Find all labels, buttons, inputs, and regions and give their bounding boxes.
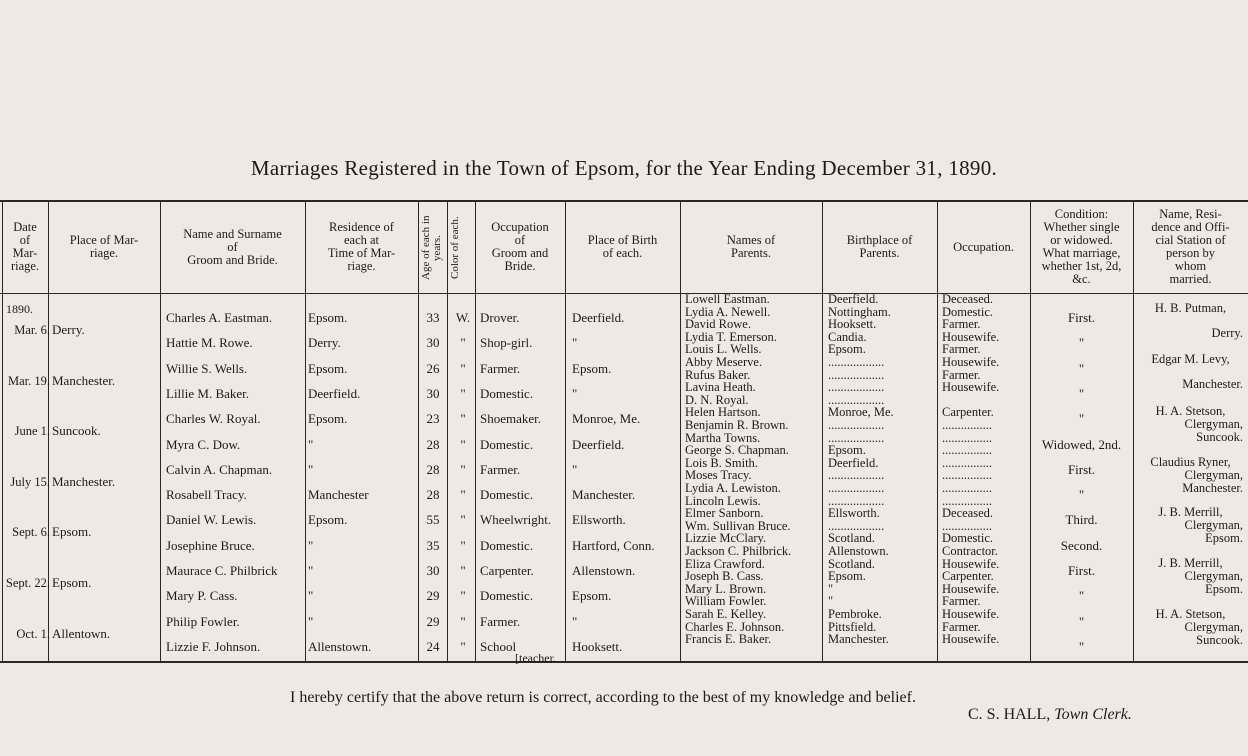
parent-occupation: ................ — [942, 481, 992, 495]
header-condition — [1030, 203, 1133, 291]
person-condition: " — [1078, 588, 1085, 604]
person-condition: First. — [1067, 310, 1096, 325]
marriage-place: Suncook. — [52, 423, 101, 439]
person-residence: Allenstown. — [308, 638, 372, 654]
person-name: Myra C. Dow. — [166, 436, 241, 452]
parent-name: Wm. Sullivan Bruce. — [685, 518, 791, 533]
person-name: Hattie M. Rowe. — [166, 335, 253, 351]
parent-name: Lois B. Smith. — [685, 455, 758, 470]
officiant-line: Clergyman, — [1184, 569, 1243, 583]
person-birthplace: Deerfield. — [572, 436, 625, 452]
certification-text: I hereby certify that the above return is correct, according to the best of my knowledge and belief. — [290, 689, 916, 706]
person-residence: " — [308, 613, 314, 629]
person-occupation: Farmer. — [480, 461, 521, 477]
person-residence: " — [308, 436, 314, 452]
parent-birthplace: .................. — [828, 481, 885, 495]
person-color: " — [460, 487, 466, 503]
table-top-rule — [0, 200, 1248, 202]
parent-name: Lizzie McClary. — [685, 531, 767, 546]
person-birthplace: " — [572, 461, 578, 477]
person-color: " — [460, 360, 466, 376]
parent-birthplace: Monroe, Me. — [828, 405, 894, 420]
parent-birthplace: Candia. — [828, 329, 867, 344]
officiant-line: Suncook. — [1196, 430, 1243, 445]
person-name: Daniel W. Lewis. — [166, 512, 257, 528]
parent-occupation: ................ — [942, 430, 992, 445]
marriage-date: July 15. — [10, 474, 50, 489]
parent-occupation: Carpenter. — [942, 569, 994, 584]
header-date-line: Mar- — [12, 246, 38, 260]
marriage-place: Allentown. — [52, 625, 111, 641]
marriage-date: Sept. 6. — [12, 525, 50, 540]
parent-birthplace: " — [828, 594, 834, 609]
person-name: Philip Fowler. — [166, 613, 240, 629]
person-name: Rosabell Tracy. — [166, 487, 247, 503]
person-birthplace: Allenstown. — [572, 563, 636, 578]
parent-occupation: Deceased. — [942, 292, 994, 306]
person-age: 55 — [426, 512, 440, 528]
person-occupation: Carpenter. — [480, 563, 534, 578]
header-birth-lines — [588, 234, 657, 260]
parent-birthplace: Deerfield. — [828, 455, 879, 470]
person-residence: " — [308, 588, 314, 604]
header-color: Color of each. — [449, 216, 461, 280]
person-condition: Third. — [1065, 512, 1098, 528]
parent-occupation: Housewife. — [942, 581, 1000, 596]
person-birthplace: Epsom. — [572, 588, 612, 604]
header-place-line: Place of Mar- — [69, 233, 139, 247]
header-date-line: of — [19, 233, 31, 247]
header-residence — [305, 203, 418, 291]
person-age: 28 — [426, 461, 440, 477]
person-condition: " — [1078, 638, 1085, 654]
parent-occupation: Deceased. — [942, 506, 994, 521]
parent-name: Eliza Crawford. — [685, 556, 765, 571]
year-label: 1890. — [6, 302, 33, 316]
marriage-date: Mar. 6. — [14, 323, 50, 337]
person-age: 23 — [426, 411, 440, 427]
parent-birthplace: .................. — [828, 418, 885, 432]
parent-name: Lincoln Lewis. — [685, 493, 761, 508]
header-occupation-line: Groom and — [491, 246, 549, 260]
person-occupation: Domestic. — [480, 436, 534, 452]
header-officiant-lines — [1151, 208, 1229, 286]
parent-birthplace: .................. — [828, 380, 885, 395]
header-condition-lines — [1042, 208, 1122, 286]
person-residence: Derry. — [308, 335, 341, 351]
person-name: Lillie M. Baker. — [166, 385, 250, 401]
header-occupation-line: Occupation — [491, 220, 549, 234]
parent-birthplace: Pembroke. — [828, 607, 882, 621]
person-age: 28 — [426, 436, 440, 452]
header-residence-line: riage. — [347, 259, 376, 273]
person-condition: " — [1078, 613, 1085, 629]
person-color: " — [460, 537, 466, 553]
parent-birthplace: Epsom. — [828, 342, 866, 357]
person-residence: " — [308, 537, 314, 553]
parent-occupation: Farmer. — [942, 342, 981, 357]
person-age: 33 — [426, 310, 440, 325]
marriage-place: Manchester. — [52, 372, 116, 388]
person-occupation-cont: [teacher. — [515, 650, 556, 665]
parent-occupation: Housewife. — [942, 380, 1000, 395]
person-condition: " — [1078, 487, 1085, 503]
table-bottom-rule — [0, 661, 1248, 663]
marriage-place: Manchester. — [52, 473, 116, 489]
parent-birthplace: Hooksett. — [828, 317, 877, 332]
header-officiant-line: married. — [1169, 272, 1212, 286]
person-residence: Epsom. — [308, 360, 348, 376]
parent-name: Mary L. Brown. — [685, 581, 767, 596]
officiant-line: J. B. Merrill, — [1158, 556, 1223, 570]
officiant-line: Epsom. — [1205, 582, 1243, 596]
person-color: " — [460, 436, 466, 452]
parent-name: Lydia A. Lewiston. — [685, 481, 781, 495]
person-birthplace: Deerfield. — [572, 310, 625, 325]
header-name-line: Name and Surname — [183, 226, 282, 241]
parent-occupation: Farmer. — [942, 317, 981, 332]
header-date-line: Date — [13, 220, 37, 234]
person-condition: First. — [1067, 461, 1096, 477]
header-birth-line: Place of Birth — [587, 233, 658, 247]
header-officiant-line: Name, Resi- — [1159, 207, 1222, 221]
person-age: 30 — [426, 563, 440, 578]
officiant-line: H. B. Putman, — [1154, 301, 1227, 315]
person-name: Willie S. Wells. — [166, 360, 248, 376]
person-birthplace: " — [572, 385, 578, 401]
person-birthplace: " — [572, 335, 578, 351]
person-name: Josephine Bruce. — [166, 537, 255, 553]
parent-birthplace: Epsom. — [828, 443, 866, 458]
header-officiant-line: dence and Offi- — [1151, 220, 1230, 234]
person-color: " — [460, 512, 466, 528]
person-age: 24 — [426, 638, 440, 654]
person-residence: Epsom. — [308, 512, 348, 528]
parent-birthplace: .................. — [828, 367, 885, 382]
header-residence-line: each at — [343, 233, 380, 247]
officiant-line: Clergyman, — [1184, 518, 1243, 533]
header-place — [48, 203, 160, 291]
header-residence-line: Residence of — [329, 220, 394, 234]
header-occupation-parents-lines — [953, 241, 1014, 254]
header-condition-line: Condition: — [1054, 207, 1109, 221]
parent-birthplace: Scotland. — [828, 556, 875, 571]
person-occupation: Domestic. — [480, 487, 534, 503]
person-name: Maurace C. Philbrick — [166, 563, 278, 578]
header-birthplace-parents-line: Birthplace of — [846, 233, 913, 247]
officiant-line: Claudius Ryner, — [1150, 454, 1231, 469]
marriage-date: Mar. 19. — [7, 373, 50, 388]
officiant-line: J. B. Merrill, — [1158, 505, 1223, 520]
header-birthplace-parents — [822, 203, 937, 291]
header-birthplace-parents-lines — [847, 234, 913, 260]
header-birthplace-parents-line: Parents. — [859, 246, 900, 260]
person-occupation: Domestic. — [480, 588, 534, 604]
header-name-line: of — [227, 239, 238, 254]
parent-name: Charles E. Johnson. — [685, 619, 785, 634]
header-date-line: riage. — [10, 259, 40, 273]
header-occupation-lines — [491, 221, 549, 273]
parent-name: Francis E. Baker. — [685, 632, 772, 647]
signature-title: Town Clerk. — [1054, 706, 1132, 723]
person-condition: First. — [1067, 563, 1096, 578]
header-name-lines — [183, 228, 282, 267]
header-age: Age of each in years. — [420, 215, 443, 281]
person-color: W. — [455, 310, 471, 325]
header-parents — [680, 203, 822, 291]
officiant-line: Derry. — [1211, 326, 1243, 340]
person-occupation: Domestic. — [480, 385, 534, 401]
parent-name: Lydia A. Newell. — [685, 304, 771, 319]
officiant-line: H. A. Stetson, — [1155, 606, 1226, 621]
header-occupation-parents — [937, 203, 1030, 291]
parent-name: Benjamin R. Brown. — [685, 418, 789, 432]
header-occupation-line: Bride. — [504, 259, 536, 273]
parent-occupation: ................ — [942, 455, 992, 470]
header-condition-line: whether 1st, 2d, — [1041, 259, 1122, 273]
header-parents-line: Names of — [726, 233, 776, 247]
person-age: 29 — [426, 588, 440, 604]
parent-occupation: Housewife. — [942, 632, 1000, 647]
parent-name: Sarah E. Kelley. — [685, 607, 767, 621]
parent-name: Moses Tracy. — [685, 468, 752, 483]
person-condition: Widowed, 2nd. — [1041, 436, 1122, 452]
person-age: 30 — [426, 335, 440, 351]
person-color: " — [460, 613, 466, 629]
person-name: Lizzie F. Johnson. — [166, 638, 261, 654]
parent-birthplace: Nottingham. — [828, 304, 891, 319]
marriage-place: Epsom. — [52, 524, 92, 540]
parent-birthplace: " — [828, 581, 834, 596]
parent-name: Lowell Eastman. — [685, 292, 770, 306]
header-residence-line: Time of Mar- — [327, 246, 396, 260]
header-condition-line: &c. — [1072, 272, 1091, 286]
header-date-lines — [11, 221, 39, 273]
person-name: Calvin A. Chapman. — [166, 461, 273, 477]
person-color: " — [460, 638, 466, 654]
person-name: Charles A. Eastman. — [166, 310, 273, 325]
person-color: " — [460, 411, 466, 427]
person-occupation: Wheelwright. — [480, 512, 552, 528]
parent-occupation: ................ — [942, 468, 992, 483]
parent-name: Lydia T. Emerson. — [685, 329, 777, 344]
parent-occupation: Farmer. — [942, 619, 981, 634]
officiant-line: Clergyman, — [1184, 619, 1243, 634]
officiant-line: Clergyman, — [1184, 467, 1243, 482]
person-birthplace: Manchester. — [572, 487, 636, 503]
officiant-line: H. A. Stetson, — [1155, 404, 1226, 419]
parent-occupation: Domestic. — [942, 304, 994, 319]
parent-name: Joseph B. Cass. — [685, 569, 764, 584]
person-birthplace: Hooksett. — [572, 638, 623, 654]
header-officiant-line: cial Station of — [1155, 233, 1226, 247]
column-rule — [447, 200, 448, 662]
parent-name: Elmer Sanborn. — [685, 506, 764, 521]
header-condition-line: What marriage, — [1042, 246, 1121, 260]
parent-occupation: Farmer. — [942, 594, 981, 609]
marriage-date: Sept. 22. — [5, 576, 50, 590]
person-name: Charles W. Royal. — [166, 411, 261, 427]
parent-birthplace: .................. — [828, 518, 885, 533]
header-name — [160, 203, 305, 291]
header-place-lines — [70, 234, 138, 260]
page-title: Marriages Registered in the Town of Epsom, for the Year Ending December 31, 1890. — [250, 156, 998, 180]
person-color: " — [460, 335, 466, 351]
person-condition: " — [1078, 411, 1085, 427]
person-residence: " — [308, 563, 314, 578]
person-occupation: Farmer. — [480, 360, 521, 376]
person-color: " — [460, 461, 466, 477]
parent-occupation: ................ — [942, 418, 992, 432]
parent-name: Abby Meserve. — [685, 355, 763, 369]
parent-occupation: Housewife. — [942, 607, 1000, 621]
person-birthplace: Monroe, Me. — [572, 411, 641, 427]
officiant-line: Edgar M. Levy, — [1151, 351, 1230, 366]
parent-birthplace: .................. — [828, 392, 885, 407]
parent-name: Martha Towns. — [685, 430, 761, 445]
person-birthplace: " — [572, 613, 578, 629]
header-residence-lines — [328, 221, 395, 273]
header-name-line: Groom and Bride. — [187, 252, 278, 267]
header-date — [2, 203, 48, 291]
marriage-date: Oct. 1. — [16, 626, 50, 641]
person-residence: Epsom. — [308, 411, 348, 427]
person-residence: Deerfield. — [308, 385, 361, 401]
parent-name: Lavina Heath. — [685, 380, 756, 395]
person-age: 35 — [426, 537, 440, 553]
person-occupation: Domestic. — [480, 537, 534, 553]
header-parents-lines — [727, 234, 775, 260]
person-residence: " — [308, 461, 314, 477]
marriage-date: June 1. — [14, 424, 50, 439]
person-age: 30 — [426, 385, 440, 401]
person-birthplace: Hartford, Conn. — [572, 537, 655, 553]
parent-occupation: ................ — [942, 518, 992, 533]
person-color: " — [460, 563, 466, 578]
parent-name: Helen Hartson. — [685, 405, 761, 420]
person-age: 28 — [426, 487, 440, 503]
parent-occupation: Domestic. — [942, 531, 994, 546]
person-occupation: School — [480, 638, 517, 654]
parent-birthplace: .................. — [828, 468, 885, 483]
person-occupation: Shoemaker. — [480, 411, 542, 427]
officiant-line: Clergyman, — [1184, 417, 1243, 432]
person-condition: " — [1078, 360, 1085, 376]
signature — [968, 706, 1132, 724]
parent-occupation: Housewife. — [942, 556, 1000, 571]
parent-birthplace: Manchester. — [828, 632, 889, 647]
header-officiant-line: whom — [1174, 259, 1207, 273]
header-condition-line: Whether single — [1043, 220, 1120, 234]
header-occupation-parents-line: Occupation. — [953, 239, 1014, 254]
parent-birthplace: Deerfield. — [828, 292, 879, 306]
parent-occupation: Farmer. — [942, 367, 981, 382]
person-occupation: Farmer. — [480, 613, 521, 629]
officiant-line: Suncook. — [1196, 632, 1243, 647]
person-condition: " — [1078, 385, 1085, 401]
parent-occupation: Carpenter. — [942, 405, 994, 420]
header-parents-line: Parents. — [731, 246, 771, 260]
person-occupation: Drover. — [480, 310, 520, 325]
parent-occupation: ................ — [942, 493, 992, 508]
parent-name: David Rowe. — [685, 317, 751, 332]
person-color: " — [460, 385, 466, 401]
person-birthplace: Ellsworth. — [572, 512, 626, 528]
parent-occupation: Housewife. — [942, 355, 1000, 369]
officiant-line: Manchester. — [1182, 376, 1243, 391]
parent-birthplace: Ellsworth. — [828, 506, 880, 521]
person-age: 29 — [426, 613, 440, 629]
header-bottom-rule — [0, 293, 1248, 294]
header-condition-line: or widowed. — [1050, 233, 1113, 247]
header-occupation — [475, 203, 565, 291]
parent-birthplace: Pittsfield. — [828, 619, 877, 634]
person-birthplace: Epsom. — [572, 360, 612, 376]
parent-name: William Fowler. — [685, 594, 767, 609]
parent-birthplace: .................. — [828, 355, 885, 369]
header-officiant — [1133, 203, 1248, 291]
parent-name: Rufus Baker. — [685, 367, 751, 382]
person-residence: Epsom. — [308, 310, 348, 325]
person-occupation: Shop-girl. — [480, 335, 533, 351]
parent-name: Jackson C. Philbrick. — [685, 544, 792, 558]
parent-birthplace: Epsom. — [828, 569, 866, 584]
parent-name: D. N. Royal. — [685, 392, 749, 407]
parent-birthplace: .................. — [828, 430, 885, 445]
signature-name: C. S. HALL, — [968, 706, 1051, 723]
person-condition: Second. — [1060, 537, 1103, 553]
parent-occupation: Housewife. — [942, 329, 1000, 344]
parent-birthplace: Scotland. — [828, 531, 875, 546]
header-occupation-line: of — [514, 233, 526, 247]
header-officiant-line: person by — [1166, 246, 1215, 260]
header-birth-line: of each. — [602, 246, 643, 260]
parent-occupation: ................ — [942, 443, 992, 458]
person-age: 26 — [426, 360, 440, 376]
parent-name: Louis L. Wells. — [685, 342, 762, 357]
person-name: Mary P. Cass. — [166, 588, 238, 604]
officiant-line: Manchester. — [1182, 480, 1243, 495]
header-place-line: riage. — [89, 246, 119, 260]
person-condition: " — [1078, 335, 1085, 351]
marriage-place: Derry. — [52, 322, 85, 337]
officiant-line: Epsom. — [1205, 531, 1243, 546]
marriage-place: Epsom. — [52, 575, 92, 590]
parent-birthplace: .................. — [828, 493, 885, 508]
parent-occupation: Contractor. — [942, 544, 998, 558]
parent-name: George S. Chapman. — [685, 443, 789, 458]
header-birth — [565, 203, 680, 291]
parent-birthplace: Allenstown. — [828, 544, 889, 558]
person-residence: Manchester — [308, 487, 369, 503]
person-color: " — [460, 588, 466, 604]
